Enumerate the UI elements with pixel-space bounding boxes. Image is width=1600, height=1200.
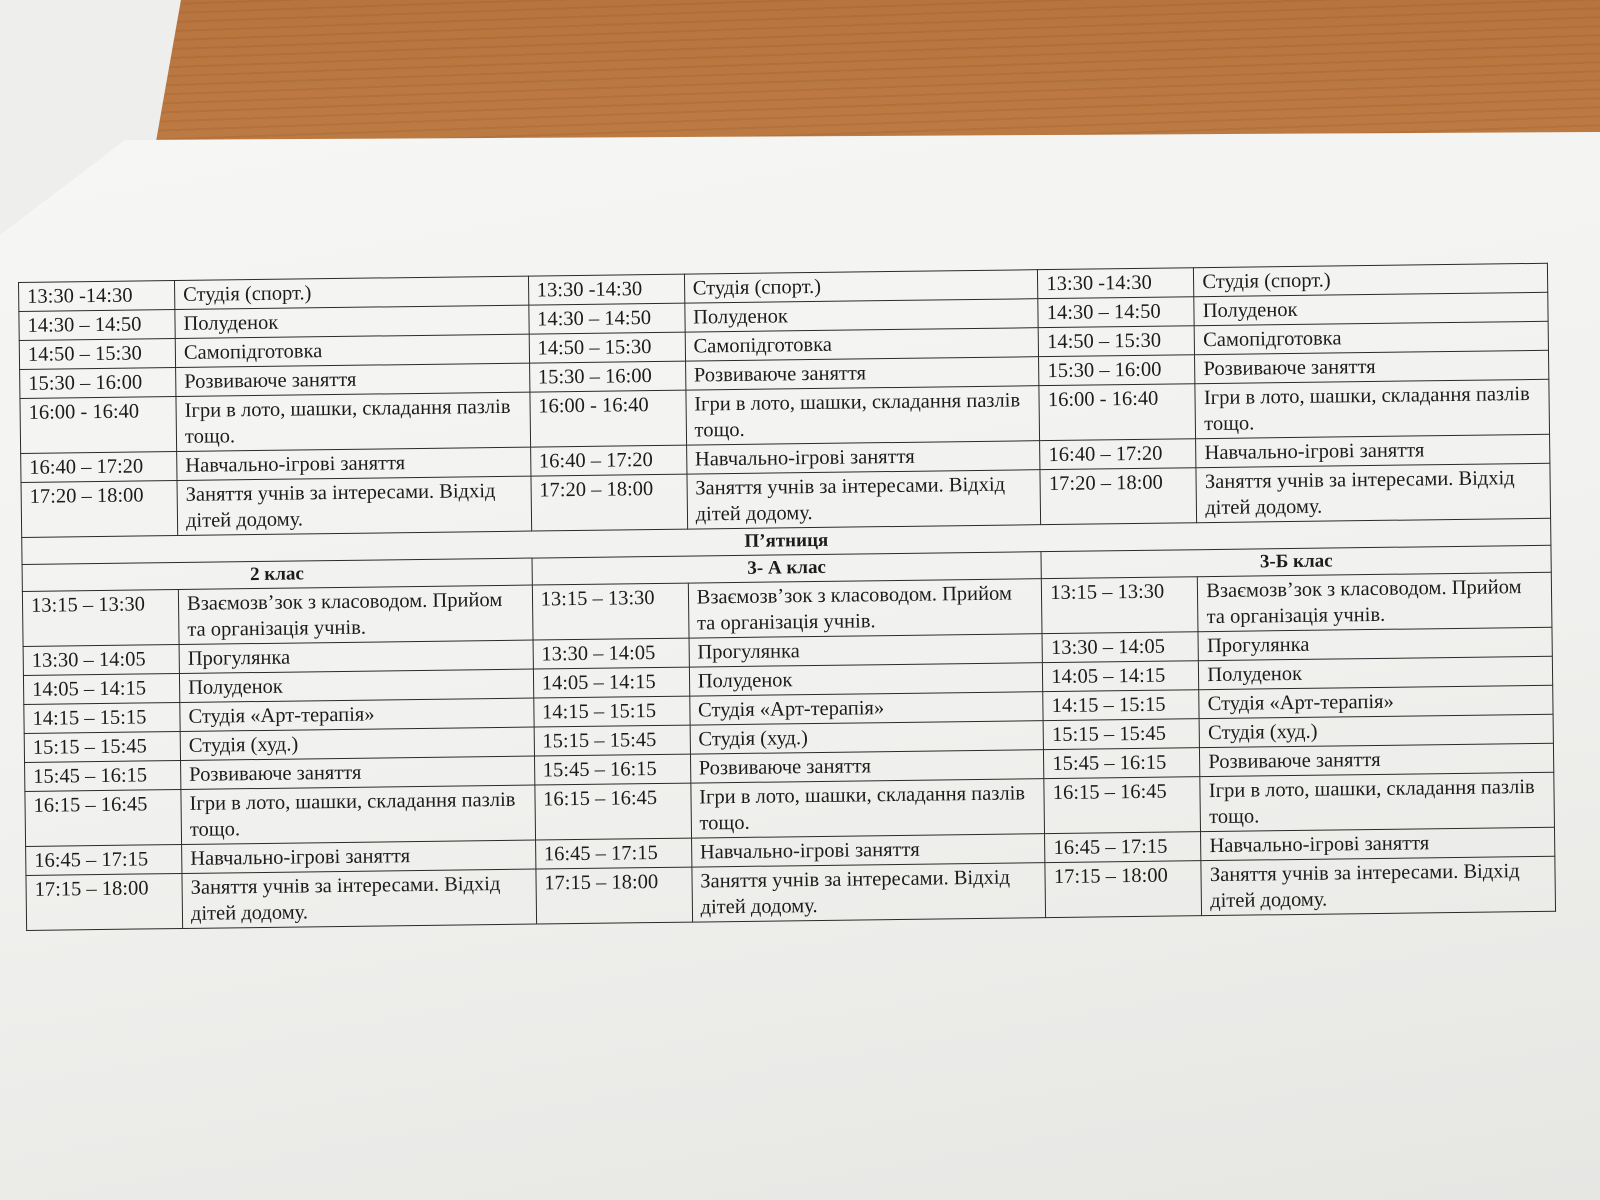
- activity-cell: Навчально-ігрові заняття: [182, 840, 536, 873]
- activity-cell: Полуденок: [1199, 656, 1553, 689]
- time-cell: 16:40 – 17:20: [21, 452, 177, 483]
- activity-cell: Студія (худ.): [690, 721, 1044, 754]
- activity-cell: Полуденок: [689, 663, 1043, 696]
- time-cell: 15:45 – 16:15: [25, 760, 181, 791]
- time-cell: 17:20 – 18:00: [1040, 468, 1197, 525]
- time-cell: 14:05 – 14:15: [23, 674, 179, 705]
- time-cell: 16:00 - 16:40: [1039, 384, 1196, 441]
- schedule-document: [18, 263, 1556, 931]
- time-cell: 13:30 -14:30: [1038, 268, 1194, 299]
- time-cell: 13:30 – 14:05: [533, 638, 689, 669]
- activity-cell: Ігри в лото, шашки, складання пазлів тощо.: [686, 386, 1040, 445]
- time-cell: 14:50 – 15:30: [1038, 326, 1194, 357]
- time-cell: 15:45 – 16:15: [1044, 748, 1200, 779]
- activity-cell: Полуденок: [684, 299, 1038, 332]
- activity-cell: Розвиваюче заняття: [1200, 743, 1554, 776]
- time-cell: 16:40 – 17:20: [1040, 439, 1196, 470]
- time-cell: 17:15 – 18:00: [536, 867, 693, 924]
- time-cell: 14:05 – 14:15: [1043, 661, 1199, 692]
- class-header: 3-Б клас: [1041, 545, 1551, 578]
- activity-cell: Взаємозв’зок з класоводом. Прийом та організація учнів.: [178, 585, 532, 644]
- time-cell: 16:15 – 16:45: [25, 789, 182, 846]
- time-cell: 15:15 – 15:45: [534, 725, 690, 756]
- wood-grain: [0, 0, 1600, 150]
- time-cell: 14:05 – 14:15: [533, 667, 689, 698]
- activity-cell: Взаємозв’зок з класоводом. Прийом та організація учнів.: [1198, 572, 1552, 631]
- activity-cell: Навчально-ігрові заняття: [1201, 827, 1555, 860]
- time-cell: 17:15 – 18:00: [1045, 861, 1202, 918]
- activity-cell: Заняття учнів за інтересами. Відхід дітей додому.: [687, 470, 1041, 529]
- time-cell: 14:15 – 15:15: [24, 702, 180, 733]
- time-cell: 16:45 – 17:15: [26, 844, 182, 875]
- time-cell: 16:45 – 17:15: [535, 838, 691, 869]
- activity-cell: Студія (спорт.): [1194, 263, 1548, 296]
- activity-cell: Прогулянка: [1198, 627, 1552, 660]
- time-cell: 13:30 -14:30: [528, 274, 684, 305]
- activity-cell: Самопідготовка: [175, 334, 529, 367]
- activity-cell: Заняття учнів за інтересами. Відхід дітей додому.: [1196, 463, 1550, 522]
- activity-cell: Взаємозв’зок з класоводом. Прийом та організація учнів.: [688, 579, 1042, 638]
- activity-cell: Ігри в лото, шашки, складання пазлів тощо.: [176, 392, 530, 451]
- activity-cell: Навчально-ігрові заняття: [1196, 434, 1550, 467]
- time-cell: 13:15 – 13:30: [532, 583, 689, 640]
- activity-cell: Полуденок: [179, 669, 533, 702]
- activity-cell: Студія (худ.): [1199, 714, 1553, 747]
- time-cell: 17:15 – 18:00: [26, 873, 183, 930]
- time-cell: 13:15 – 13:30: [1042, 577, 1199, 634]
- time-cell: 14:15 – 15:15: [533, 696, 689, 727]
- activity-cell: Студія «Арт-терапія»: [1199, 685, 1553, 718]
- activity-cell: Заняття учнів за інтересами. Відхід дітей додому.: [182, 869, 536, 928]
- activity-cell: Розвиваюче заняття: [176, 363, 530, 396]
- time-cell: 13:30 -14:30: [19, 281, 175, 312]
- time-cell: 14:50 – 15:30: [19, 339, 175, 370]
- activity-cell: Навчально-ігрові заняття: [691, 834, 1045, 867]
- activity-cell: Прогулянка: [179, 640, 533, 673]
- activity-cell: Заняття учнів за інтересами. Відхід дітей додому.: [177, 476, 531, 535]
- class-header: 3- А клас: [532, 552, 1042, 585]
- activity-cell: Студія (спорт.): [684, 270, 1038, 303]
- day-title: П’ятниця: [22, 518, 1551, 564]
- time-cell: 15:45 – 16:15: [534, 754, 690, 785]
- activity-cell: Розвиваюче заняття: [1195, 350, 1549, 383]
- time-cell: 15:30 – 16:00: [1039, 355, 1195, 386]
- time-cell: 16:00 - 16:40: [20, 397, 177, 454]
- time-cell: 15:15 – 15:45: [24, 731, 180, 762]
- time-cell: 15:15 – 15:45: [1043, 719, 1199, 750]
- time-cell: 14:15 – 15:15: [1043, 690, 1199, 721]
- activity-cell: Самопідготовка: [1194, 321, 1548, 354]
- time-cell: 17:20 – 18:00: [21, 481, 178, 538]
- activity-cell: Студія (спорт.): [175, 276, 529, 309]
- activity-cell: Ігри в лото, шашки, складання пазлів тощо.: [1195, 379, 1549, 438]
- activity-cell: Заняття учнів за інтересами. Відхід дітей додому.: [1201, 856, 1555, 915]
- activity-cell: Студія (худ.): [180, 727, 534, 760]
- time-cell: 17:20 – 18:00: [531, 474, 688, 531]
- time-cell: 14:30 – 14:50: [19, 310, 175, 341]
- activity-cell: Самопідготовка: [685, 328, 1039, 361]
- activity-cell: Навчально-ігрові заняття: [686, 441, 1040, 474]
- time-cell: 14:30 – 14:50: [528, 303, 684, 334]
- activity-cell: Полуденок: [1194, 292, 1548, 325]
- activity-cell: Розвиваюче заняття: [181, 756, 535, 789]
- time-cell: 15:30 – 16:00: [20, 368, 176, 399]
- time-cell: 15:30 – 16:00: [529, 361, 685, 392]
- time-cell: 16:00 - 16:40: [530, 390, 687, 447]
- time-cell: 16:45 – 17:15: [1045, 832, 1201, 863]
- activity-cell: Розвиваюче заняття: [690, 750, 1044, 783]
- activity-cell: Студія «Арт-терапія»: [180, 698, 534, 731]
- time-cell: 16:15 – 16:45: [535, 783, 692, 840]
- time-cell: 13:30 – 14:05: [1042, 632, 1198, 663]
- time-cell: 13:15 – 13:30: [22, 590, 179, 647]
- time-cell: 14:50 – 15:30: [529, 332, 685, 363]
- activity-cell: Полуденок: [175, 305, 529, 338]
- time-cell: 13:30 – 14:05: [23, 645, 179, 676]
- activity-cell: Студія «Арт-терапія»: [689, 692, 1043, 725]
- activity-cell: Ігри в лото, шашки, складання пазлів тощо.: [181, 785, 535, 844]
- activity-cell: Заняття учнів за інтересами. Відхід дітей додому.: [692, 863, 1046, 922]
- activity-cell: Ігри в лото, шашки, складання пазлів тощо.: [691, 779, 1045, 838]
- activity-cell: Розвиваюче заняття: [685, 357, 1039, 390]
- time-cell: 14:30 – 14:50: [1038, 297, 1194, 328]
- activity-cell: Прогулянка: [689, 634, 1043, 667]
- schedule-table: [18, 263, 1556, 931]
- class-header: 2 клас: [22, 558, 532, 591]
- activity-cell: Ігри в лото, шашки, складання пазлів тощо.: [1200, 772, 1554, 831]
- activity-cell: Навчально-ігрові заняття: [177, 447, 531, 480]
- time-cell: 16:15 – 16:45: [1044, 777, 1201, 834]
- time-cell: 16:40 – 17:20: [530, 445, 686, 476]
